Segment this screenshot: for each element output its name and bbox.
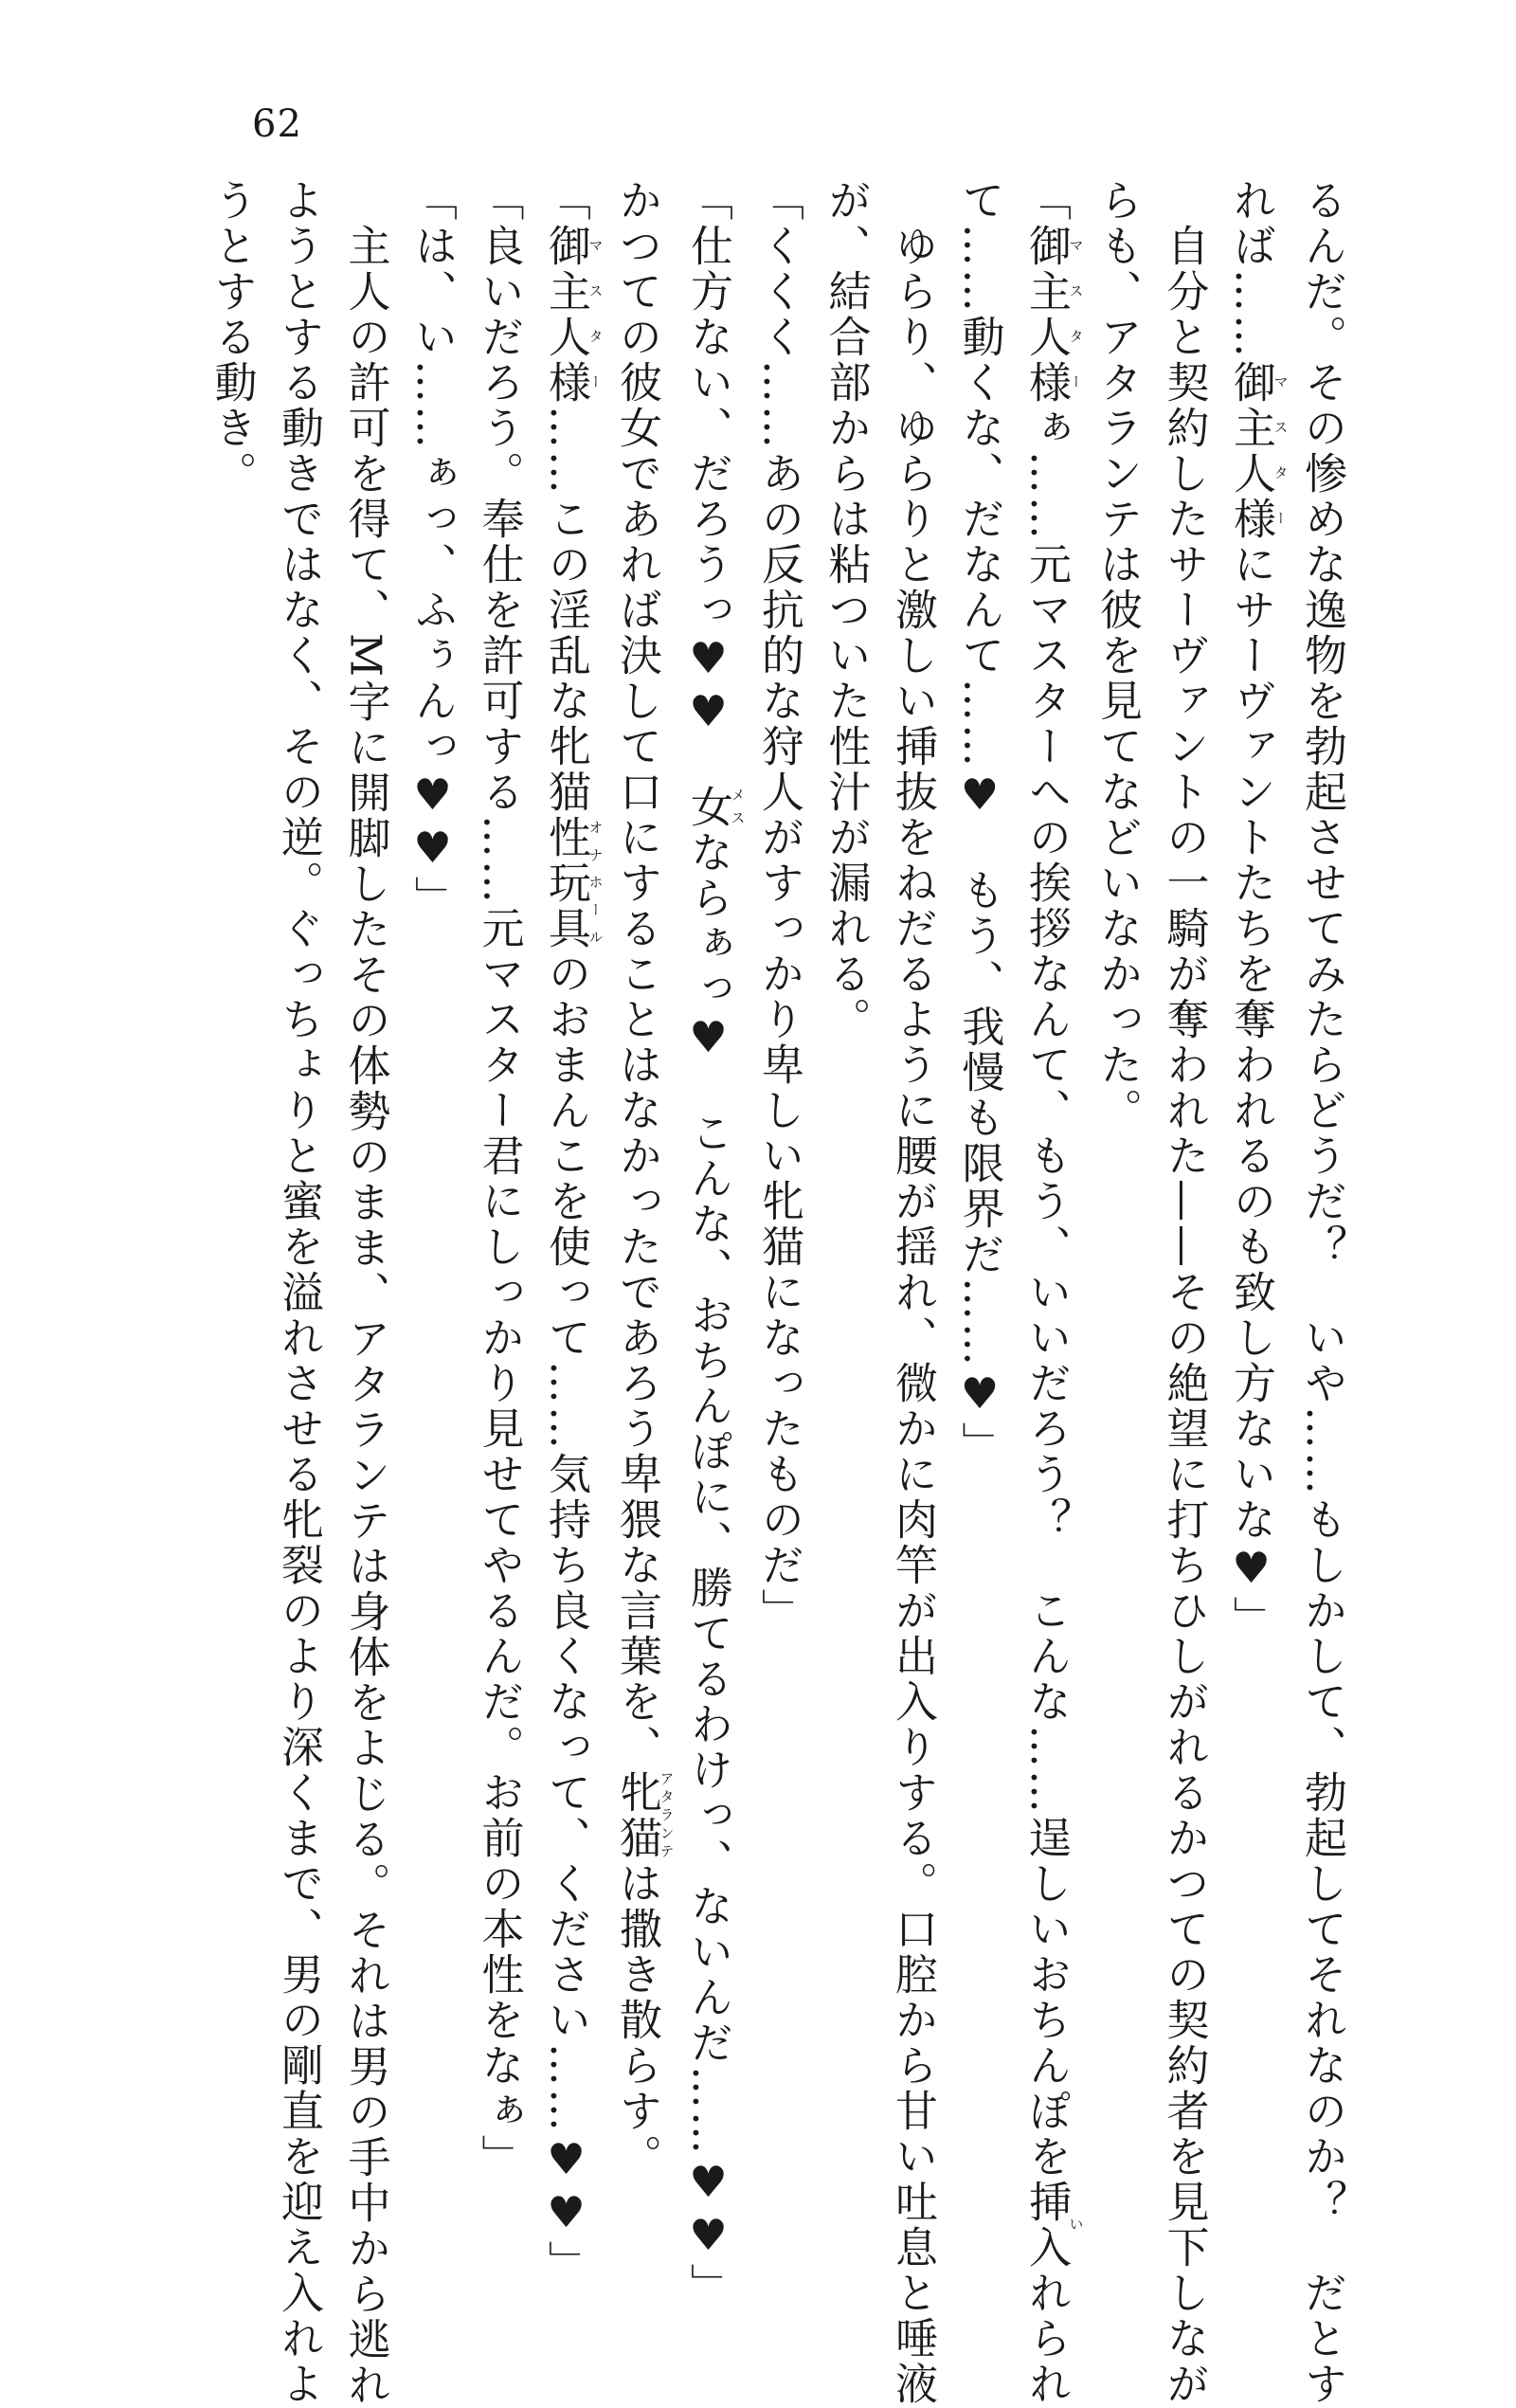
- text-column: [879, 178, 947, 2407]
- text-run: ……この淫乱な牝猫: [541, 406, 591, 815]
- text-run: は撒き散らす。: [612, 1861, 662, 2180]
- page-number: 62: [252, 102, 302, 146]
- ruby-reading: マスター: [587, 224, 605, 406]
- ruby-base: 御主人様: [1021, 224, 1072, 406]
- ruby-reading: アタランテ: [658, 1770, 676, 1861]
- text-run: うとする動き。: [207, 178, 258, 497]
- text-run: 「: [1021, 178, 1072, 224]
- vertical-text-body: [207, 178, 1355, 2408]
- text-column: [1289, 178, 1356, 2407]
- text-run: 主人の許可を得て、M字に開脚したその体勢のまま、アタランテは身体をよじる。それは男の手中から逃れ: [340, 178, 391, 2408]
- ruby-reading: メス: [729, 785, 747, 830]
- text-run: ようとする動きではなく、その逆。ぐっちょりと蜜を溢れさせる牝裂のより深くまで、男の剛直を迎え入れよ: [274, 178, 324, 2407]
- text-column: [332, 178, 399, 2408]
- text-run: るんだ。その惨めな逸物を勃起させてみたらどうだ？ いや……もしかして、勃起してそれなのか？ だとす: [1297, 178, 1347, 2407]
- text-column: [1013, 178, 1085, 2407]
- text-run: て……動くな、だなんて……♥ もう、我慢も限界だ……♥」: [954, 178, 1005, 1467]
- ruby-base: 御主人様: [541, 224, 591, 406]
- text-run: 「は、い……ぁっ、ふぅんっ♥♥」: [407, 178, 458, 921]
- text-run: 「良いだろう。奉仕を許可する……元マスター君にしっかり見せてやるんだ。お前の本性をなぁ」: [474, 178, 525, 2180]
- text-run: 「くくく……あの反抗的な狩人がすっかり卑しい牝猫になったものだ」: [754, 178, 804, 1634]
- text-column: [465, 178, 532, 2180]
- text-run: れば……: [1226, 178, 1276, 360]
- text-column: [946, 178, 1013, 2036]
- text-column: [399, 178, 466, 2036]
- text-column: [532, 178, 605, 2286]
- ruby-annotated-word: [612, 1770, 676, 1861]
- ruby-annotated-word: [1226, 360, 1290, 542]
- text-column: [675, 178, 747, 2308]
- ruby-base: 挿入: [1021, 2180, 1072, 2271]
- text-column: [265, 178, 333, 2407]
- ruby-base: 牝猫: [612, 1770, 662, 1861]
- text-run: のおまんこを使って……気持ち良くなって、ください……♥♥」: [541, 951, 591, 2286]
- text-run: ぁ……元マスターへの挨拶なんて、もう、いいだろう？ こんな……逞しいおちんぽを: [1021, 406, 1072, 2180]
- ruby-reading: オナホール: [587, 815, 605, 951]
- ruby-annotated-word: [541, 224, 605, 406]
- text-run: 「仕方ない、だろうっ♥♥: [683, 178, 733, 785]
- text-column: [746, 178, 813, 2036]
- text-run: かつての彼女であれば決して口にすることはなかったであろう卑猥な言葉を、: [612, 178, 662, 1770]
- text-run: にサーヴァントたちを奪われるのも致し方ないな♥」: [1226, 542, 1276, 1641]
- ruby-reading: い: [1067, 2180, 1085, 2271]
- ruby-base: 性玩具: [541, 815, 591, 951]
- text-run: が、結合部からは粘ついた性汁が漏れる。: [821, 178, 872, 1042]
- text-run: 「: [541, 178, 591, 224]
- ruby-base: 御主人様: [1226, 360, 1276, 542]
- text-run: れられ: [1021, 2271, 1072, 2407]
- ruby-annotated-word: [1021, 224, 1085, 406]
- text-column: [198, 178, 265, 2036]
- text-column: [604, 178, 676, 2180]
- text-run: らも、アタランテは彼を見てなどいなかった。: [1092, 178, 1143, 1133]
- ruby-base: 女: [683, 785, 733, 830]
- ruby-reading: マスター: [1067, 224, 1085, 406]
- ruby-annotated-word: [683, 785, 747, 830]
- text-column: [812, 178, 879, 2036]
- text-run: ゆらり、ゆらりと激しい挿抜をねだるように腰が揺れ、微かに肉竿が出入りする。口腔から甘い吐息と唾液: [888, 178, 938, 2407]
- text-column: [1218, 178, 1289, 2036]
- ruby-annotated-word: [1021, 2180, 1085, 2271]
- ruby-reading: マスター: [1272, 360, 1290, 542]
- text-column: [1150, 178, 1218, 2407]
- text-run: 自分と契約したサーヴァントの一騎が奪われた——その絶望に打ちひしがれるかつての契約者を見下しなが: [1159, 178, 1210, 2407]
- text-run: ならぁっ♥ こんな、おちんぽに、勝てるわけっ、ないんだ……♥♥」: [683, 830, 733, 2308]
- text-column: [1084, 178, 1151, 2036]
- ruby-annotated-word: [541, 815, 605, 951]
